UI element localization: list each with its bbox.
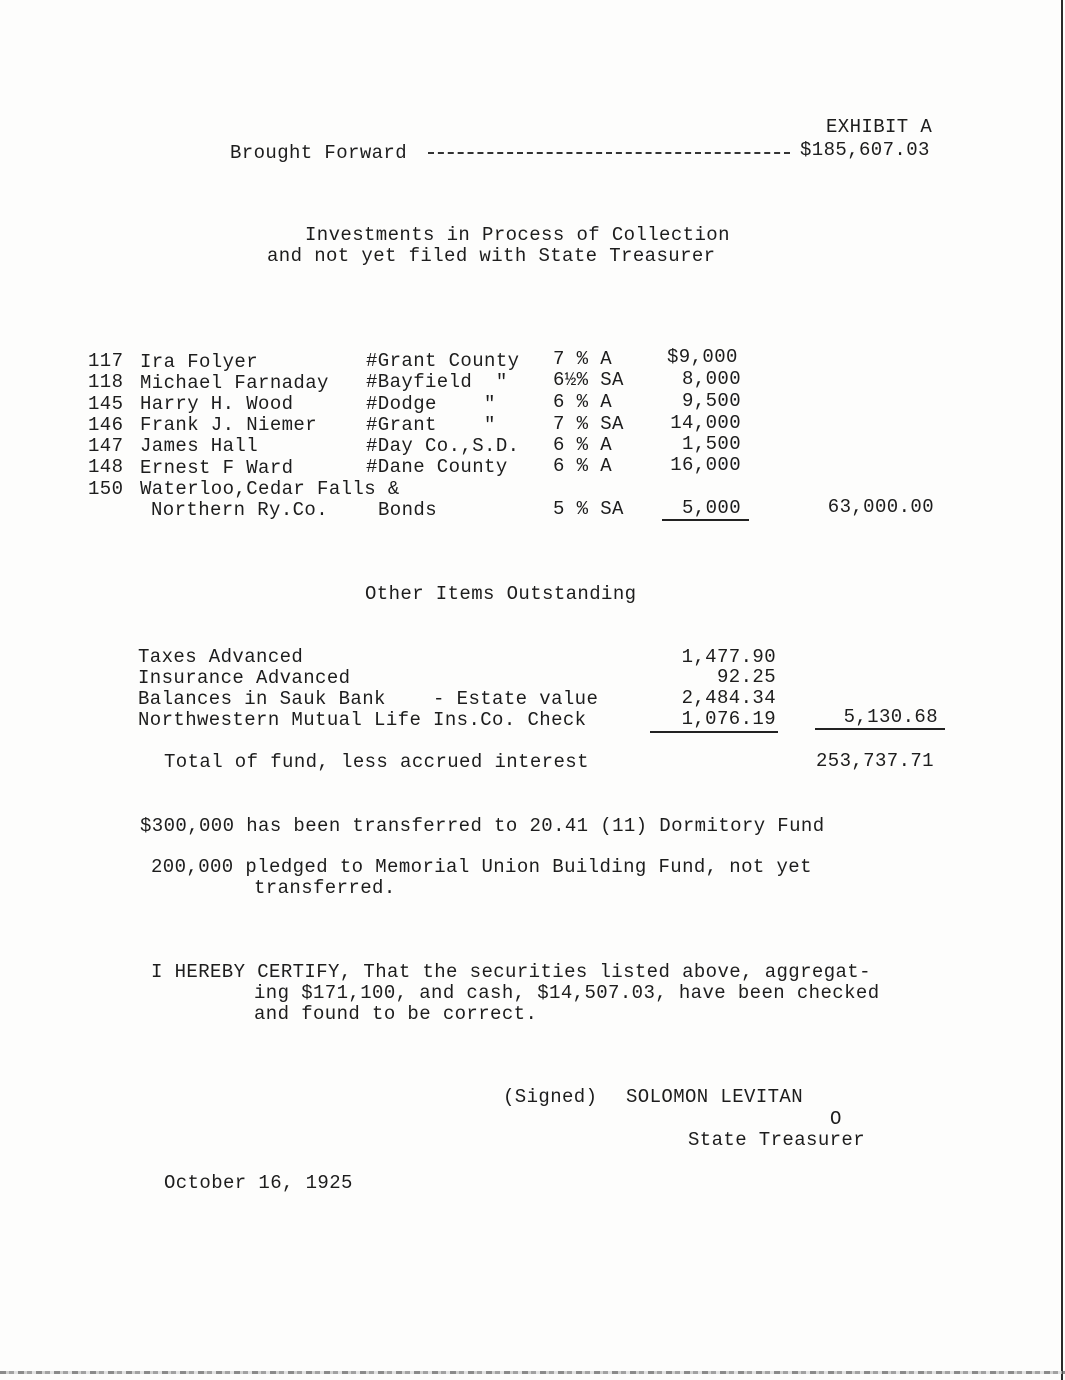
investment-amount: 16,000	[670, 454, 741, 476]
other-items-heading: Other Items Outstanding	[365, 583, 637, 605]
exhibit-label: EXHIBIT A	[826, 116, 933, 138]
investor-name: Waterloo,Cedar Falls &	[140, 478, 400, 500]
row-number: 145	[88, 393, 124, 415]
investments-total: 63,000.00	[827, 496, 934, 518]
investor-name: Ernest F Ward	[140, 457, 294, 479]
fund-total-label: Total of fund, less accrued interest	[164, 751, 589, 773]
investment-location: #Grant "	[366, 414, 496, 436]
brought-forward-amount: $185,607.03	[800, 139, 930, 161]
row-number: 148	[88, 456, 124, 478]
investor-name: Ira Folyer	[140, 351, 259, 373]
other-item-amount: 2,484.34	[681, 687, 776, 709]
leader-dashes	[428, 152, 790, 154]
transfer-note: $300,000 has been transferred to 20.41 (11) Dormitory Fund	[140, 815, 825, 837]
fund-total-amount: 253,737.71	[815, 750, 934, 772]
brought-forward-label: Brought Forward	[230, 142, 408, 164]
investment-amount: 9,500	[681, 390, 741, 412]
pledge-note-line2: transferred.	[254, 877, 396, 899]
row-number: 118	[88, 371, 124, 393]
certification-line1: I HEREBY CERTIFY, That the securities listed above, aggregat-	[151, 961, 871, 983]
signature-mark: O	[830, 1108, 842, 1130]
investment-location: #Grant County	[366, 350, 520, 372]
interest-rate: 6½% SA	[553, 369, 624, 391]
interest-rate: 7 % A	[553, 348, 613, 370]
investor-name: Harry H. Wood	[140, 393, 294, 415]
other-item-amount: 92.25	[716, 666, 776, 688]
investor-name: Frank J. Niemer	[140, 414, 318, 436]
page-edge-bottom	[0, 1371, 1065, 1374]
investor-name-continued: Northern Ry.Co.	[151, 499, 329, 521]
investment-location: #Dodge "	[366, 393, 496, 415]
investment-location: Bonds	[378, 499, 438, 521]
page-edge-right	[1061, 0, 1063, 1380]
row-number: 147	[88, 435, 124, 457]
signed-label: (Signed)	[503, 1086, 598, 1108]
investment-amount: $9,000	[667, 346, 738, 368]
interest-rate: 6 % A	[553, 455, 613, 477]
interest-rate: 6 % A	[553, 391, 613, 413]
other-item-amount: 1,477.90	[681, 646, 776, 668]
pledge-note-line1: 200,000 pledged to Memorial Union Building Fund, not yet	[151, 856, 812, 878]
total-rule	[815, 728, 945, 730]
investment-location: #Bayfield "	[366, 371, 508, 393]
other-item-label: Insurance Advanced	[138, 667, 351, 689]
other-item-amount: 1,076.19	[681, 708, 776, 730]
subtotal-rule	[662, 519, 749, 521]
other-items-total: 5,130.68	[843, 706, 938, 728]
investments-heading-line1: Investments in Process of Collection	[305, 224, 730, 246]
signatory-title: State Treasurer	[688, 1129, 866, 1151]
interest-rate: 5 % SA	[553, 498, 624, 520]
row-number: 117	[88, 350, 124, 372]
investor-name: Michael Farnaday	[140, 372, 329, 394]
investment-amount: 8,000	[681, 368, 741, 390]
investment-amount: 14,000	[670, 412, 741, 434]
interest-rate: 6 % A	[553, 434, 613, 456]
row-number: 146	[88, 414, 124, 436]
investor-name: James Hall	[140, 435, 259, 457]
investment-amount: 5,000	[681, 497, 741, 519]
other-item-label: Taxes Advanced	[138, 646, 304, 668]
row-number: 150	[88, 478, 124, 500]
investment-location: #Day Co.,S.D.	[366, 435, 520, 457]
certification-line3: and found to be correct.	[254, 1003, 538, 1025]
investment-amount: 1,500	[681, 433, 741, 455]
other-item-label: Northwestern Mutual Life Ins.Co. Check	[138, 709, 587, 731]
investments-heading-line2: and not yet filed with State Treasurer	[267, 245, 716, 267]
other-item-label: Balances in Sauk Bank - Estate value	[138, 688, 599, 710]
document-date: October 16, 1925	[164, 1172, 353, 1194]
investment-location: #Dane County	[366, 456, 508, 478]
signatory-name: SOLOMON LEVITAN	[626, 1086, 804, 1108]
interest-rate: 7 % SA	[553, 413, 624, 435]
subtotal-rule	[650, 731, 778, 733]
certification-line2: ing $171,100, and cash, $14,507.03, have been checked	[254, 982, 880, 1004]
